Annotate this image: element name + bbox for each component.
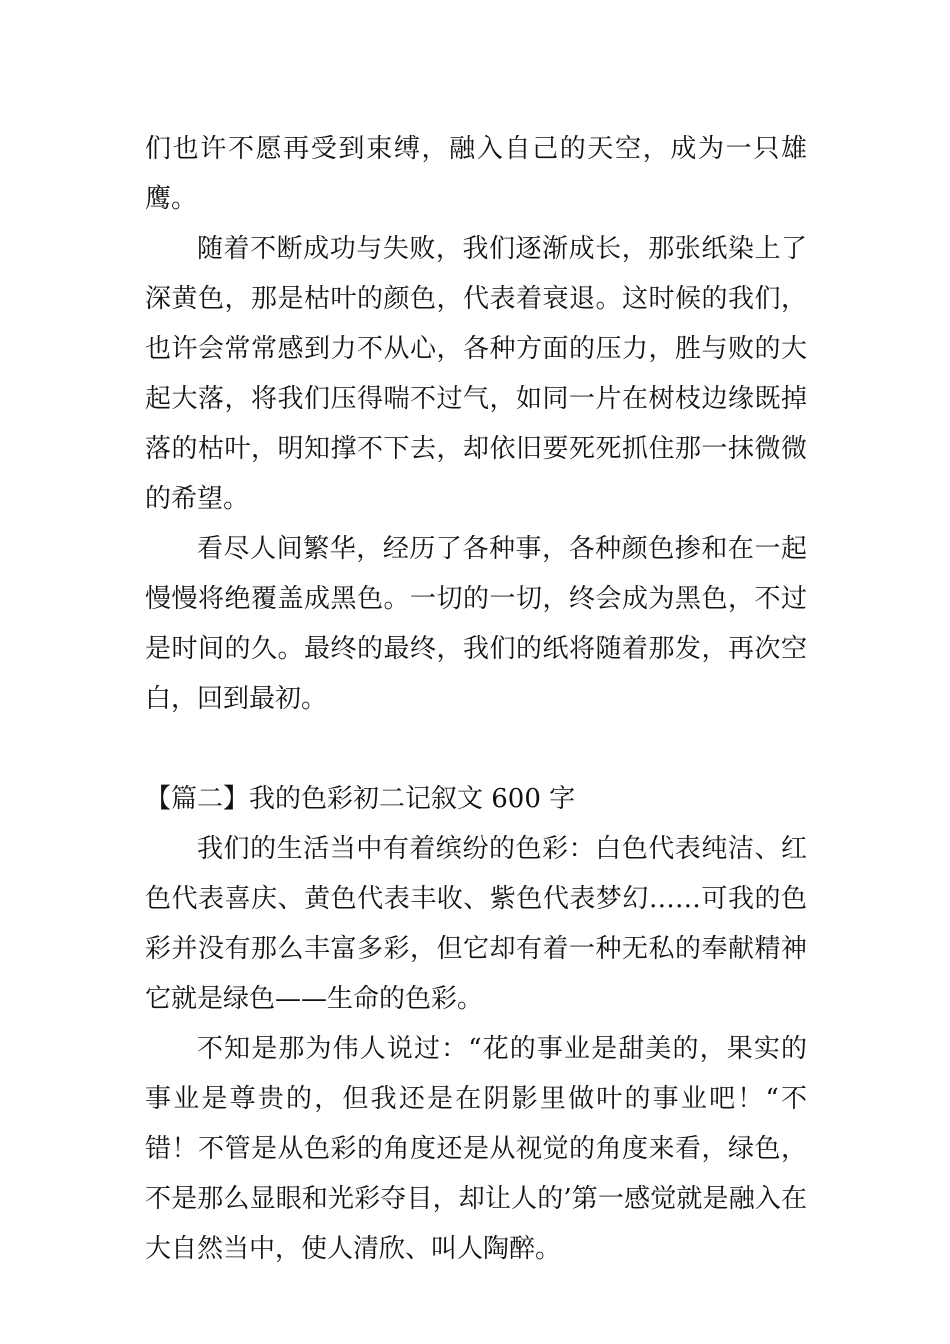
document-body <box>145 124 807 1274</box>
section-heading: 【篇二】我的色彩初二记叙文 600 字 <box>145 784 576 814</box>
paragraph-green: 不知是那为伟人说过：“花的事业是甜美的，果实的事业是尊贵的，但我还是在阴影里做叶的事业吧！“不错！不管是从色彩的角度还是从视觉的角度来看，绿色，不是那么显眼和光彩夺目，却让人的’第一感觉就是融入在大自然当中，使人清欣、叫人陶醉。 <box>145 1034 807 1264</box>
paragraph-yellow: 随着不断成功与失败，我们逐渐成长，那张纸染上了深黄色，那是枯叶的颜色，代表着衰退。这时候的我们，也许会常常感到力不从心，各种方面的压力，胜与败的大起大落，将我们压得喘不过气，如同一片在树枝边缘既掉落的枯叶，明知撑不下去，却依旧要死死抓住那一抹微微的希望。 <box>145 234 807 514</box>
paragraph-colors: 我们的生活当中有着缤纷的色彩：白色代表纯洁、红色代表喜庆、黄色代表丰收、紫色代表梦幻……可我的色彩并没有那么丰富多彩，但它却有着一种无私的奉献精神它就是绿色——生命的色彩。 <box>145 834 807 1014</box>
paragraph-continuation: 们也许不愿再受到束缚，融入自己的天空，成为一只雄鹰。 <box>145 134 807 214</box>
paragraph-black: 看尽人间繁华，经历了各种事，各种颜色掺和在一起慢慢将绝覆盖成黑色。一切的一切，终会成为黑色，不过是时间的久。最终的最终，我们的纸将随着那发，再次空白，回到最初。 <box>145 534 807 714</box>
